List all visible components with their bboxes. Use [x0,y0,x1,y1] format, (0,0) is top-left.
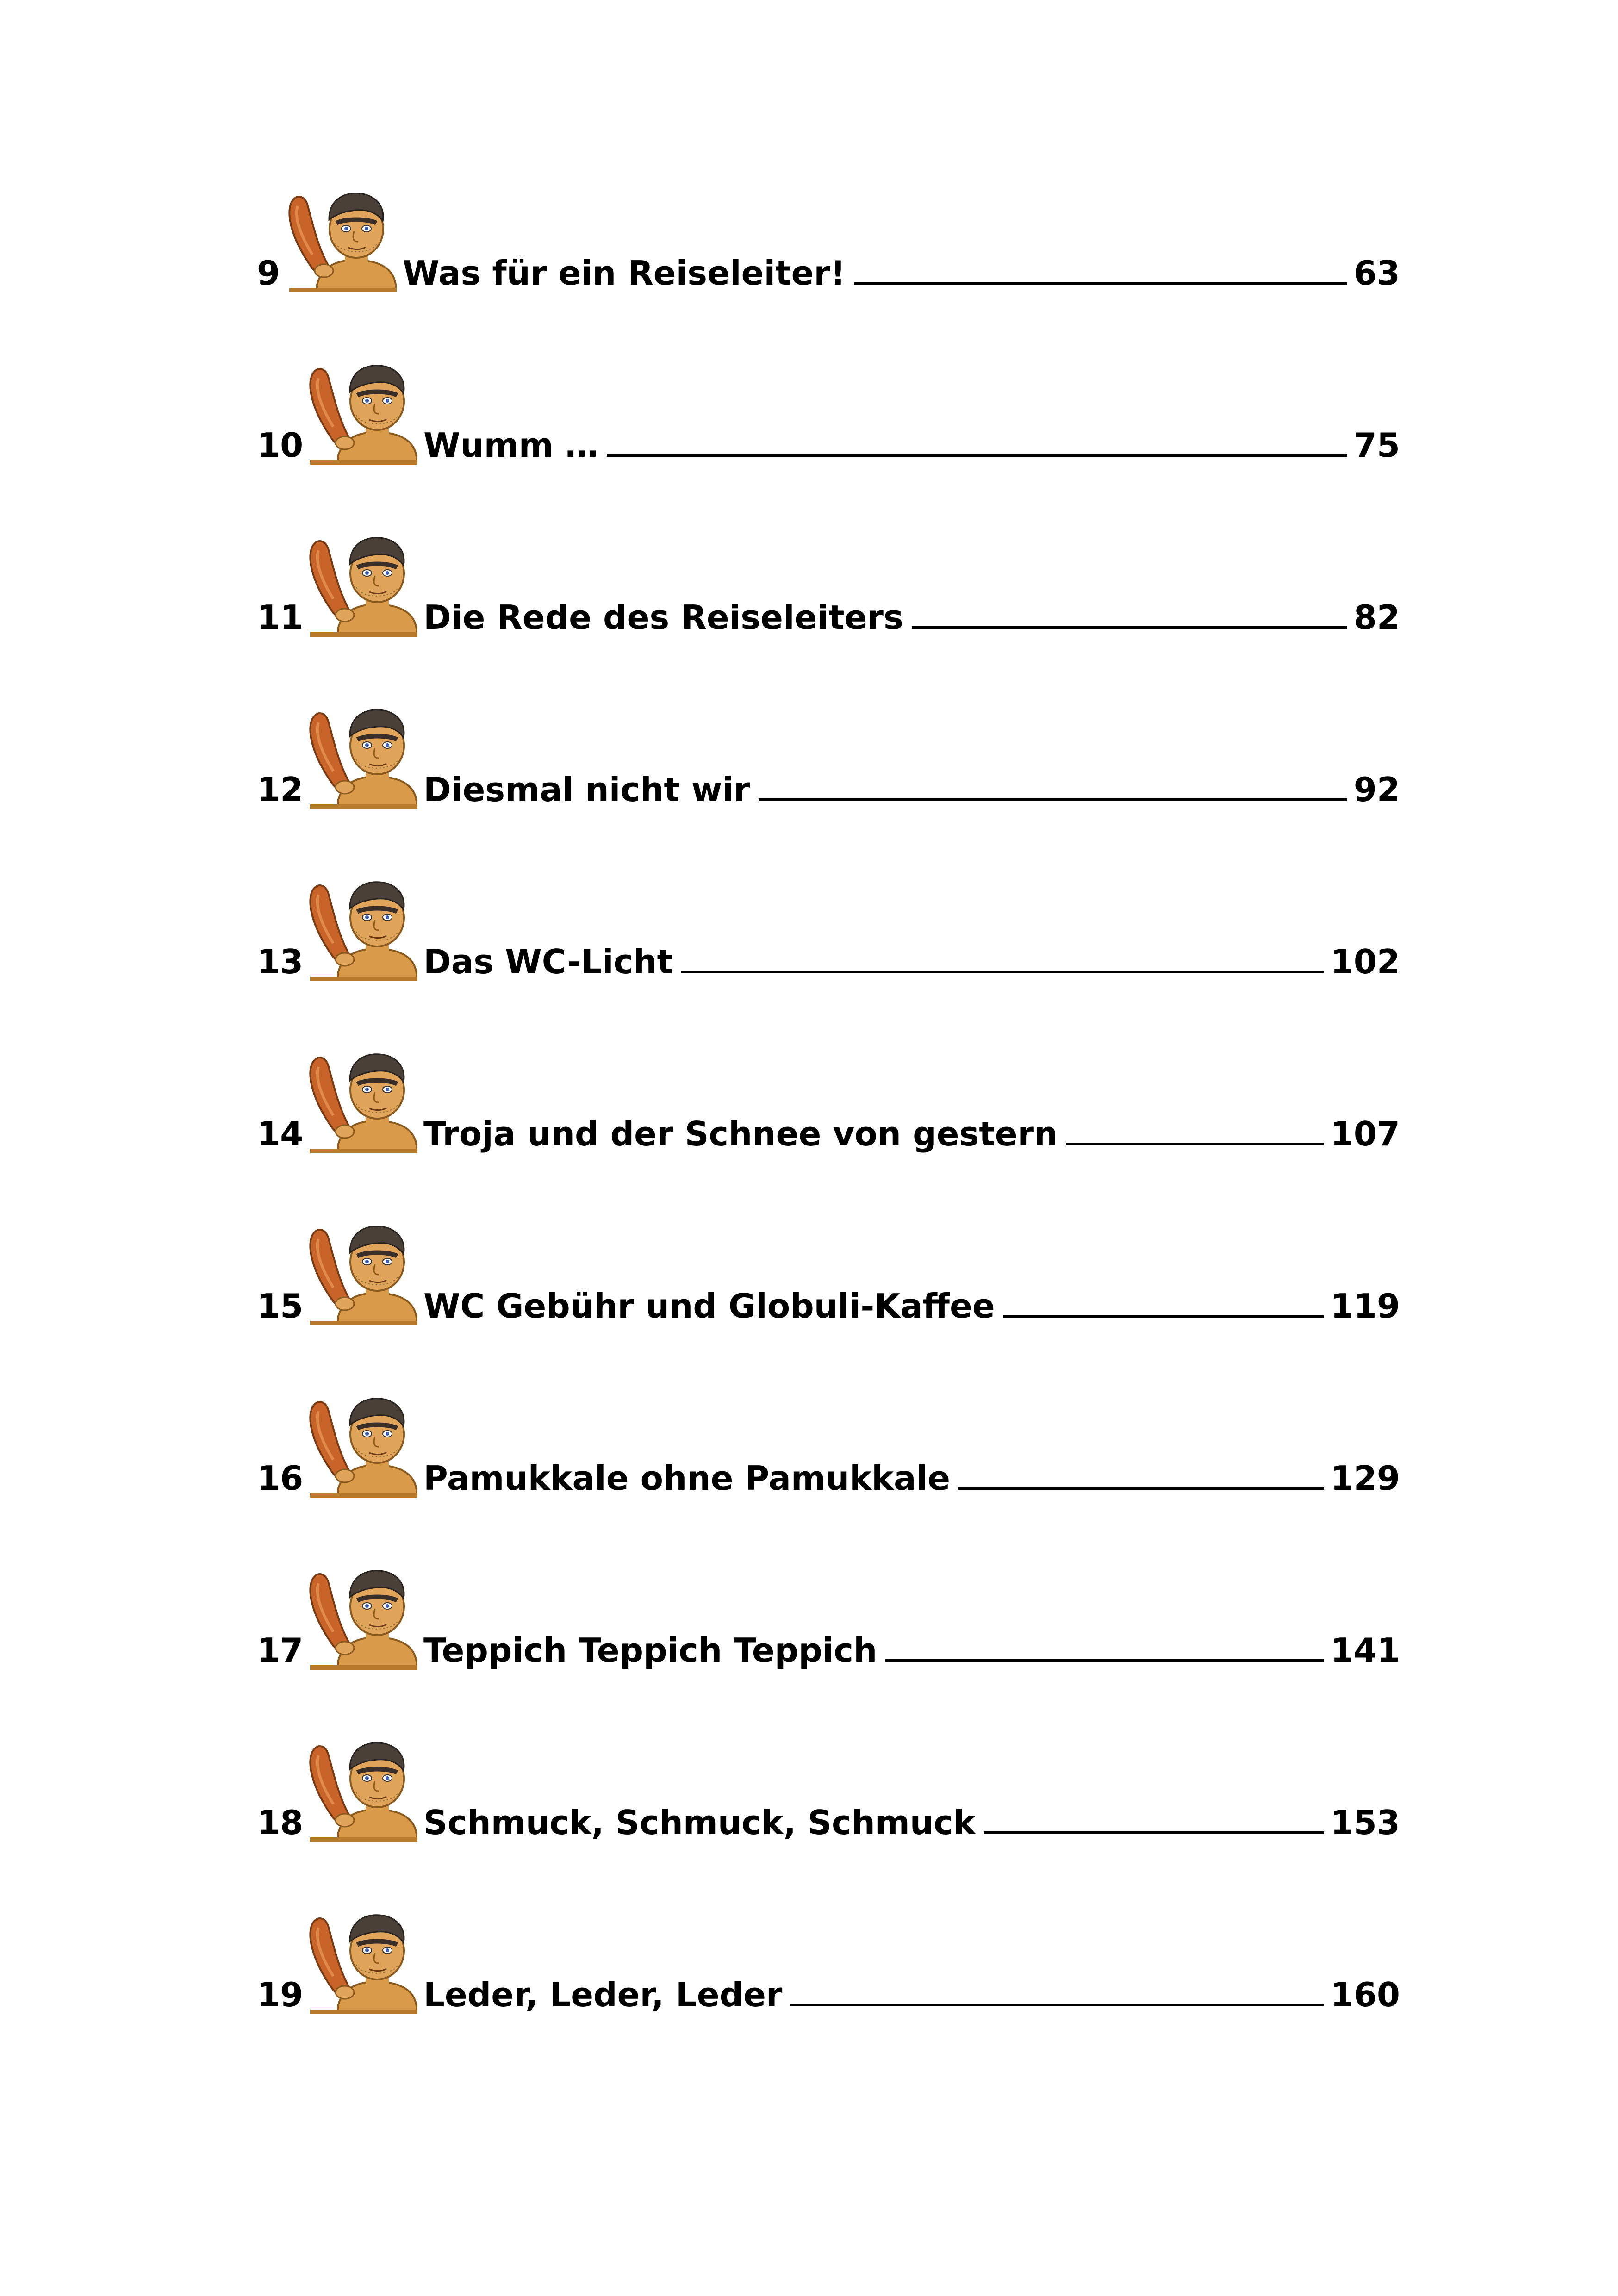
toc-entry[interactable] [0,1558,1618,1674]
chapter-title: Wumm … [423,426,598,465]
leader-line [912,597,1347,629]
caveman-with-club-icon [305,1213,419,1329]
page-number: 75 [1353,426,1400,465]
page-number: 129 [1330,1459,1400,1498]
toc-entry[interactable] [0,1213,1618,1329]
toc-entry[interactable] [0,180,1618,296]
toc-entry[interactable] [0,1041,1618,1157]
toc-line [423,1285,1400,1327]
chapter-number: 17 [257,1631,304,1670]
toc-line [423,941,1400,983]
page-number: 63 [1353,254,1400,292]
chapter-number: 10 [257,426,304,465]
caveman-with-club-icon [285,180,398,296]
chapter-number: 12 [257,770,304,809]
toc-line [403,252,1400,294]
page-number: 102 [1330,942,1400,981]
chapter-title: Was für ein Reiseleiter! [403,254,846,292]
toc-line [423,424,1400,466]
leader-line [681,942,1324,973]
chapter-title: Leder, Leder, Leder [423,1975,783,2014]
chapter-number: 18 [257,1803,304,1842]
caveman-with-club-icon [305,1730,419,1846]
toc-entry[interactable] [0,1730,1618,1846]
chapter-number: 19 [257,1975,304,2014]
chapter-title: Pamukkale ohne Pamukkale [423,1459,951,1498]
caveman-with-club-icon [305,1902,419,2018]
page-number: 82 [1353,598,1400,637]
chapter-title: Diesmal nicht wir [423,770,750,809]
toc-entry[interactable] [0,697,1618,813]
toc-line [423,1113,1400,1155]
chapter-number: 15 [257,1287,304,1325]
chapter-title: Die Rede des Reiseleiters [423,598,903,637]
caveman-with-club-icon [305,697,419,813]
caveman-with-club-icon [305,1041,419,1157]
toc-entry[interactable] [0,869,1618,985]
chapter-number: 16 [257,1459,304,1498]
toc-entry[interactable] [0,353,1618,468]
page-number: 160 [1330,1975,1400,2014]
toc-line [423,1802,1400,1843]
toc-line [423,597,1400,638]
caveman-with-club-icon [305,1558,419,1674]
leader-line [1066,1114,1324,1145]
leader-line [759,770,1347,801]
page-number: 92 [1353,770,1400,809]
leader-line [885,1630,1324,1662]
caveman-with-club-icon [305,1386,419,1501]
leader-line [958,1458,1324,1490]
chapter-title: Das WC-Licht [423,942,673,981]
caveman-with-club-icon [305,869,419,985]
chapter-title: Teppich Teppich Teppich [423,1631,877,1670]
leader-line [790,1975,1324,2006]
chapter-number: 13 [257,942,304,981]
chapter-title: Troja und der Schnee von gestern [423,1114,1058,1153]
toc-entry[interactable] [0,1386,1618,1501]
page-number: 141 [1330,1631,1400,1670]
page-number: 107 [1330,1114,1400,1153]
caveman-with-club-icon [305,353,419,468]
chapter-number: 11 [257,598,304,637]
toc-line [423,1630,1400,1671]
chapter-title: WC Gebühr und Globuli-Kaffee [423,1287,995,1325]
toc-line [423,1974,1400,2016]
leader-line [607,425,1347,457]
leader-line [984,1803,1324,1834]
toc-line [423,769,1400,810]
toc-line [423,1457,1400,1499]
toc-entry[interactable] [0,1902,1618,2018]
chapter-title: Schmuck, Schmuck, Schmuck [423,1803,976,1842]
chapter-number: 9 [257,254,280,292]
toc-entry[interactable] [0,525,1618,641]
leader-line [1003,1286,1324,1318]
page-number: 153 [1330,1803,1400,1842]
chapter-number: 14 [257,1114,304,1153]
leader-line [854,253,1347,285]
caveman-with-club-icon [305,525,419,641]
page-number: 119 [1330,1287,1400,1325]
